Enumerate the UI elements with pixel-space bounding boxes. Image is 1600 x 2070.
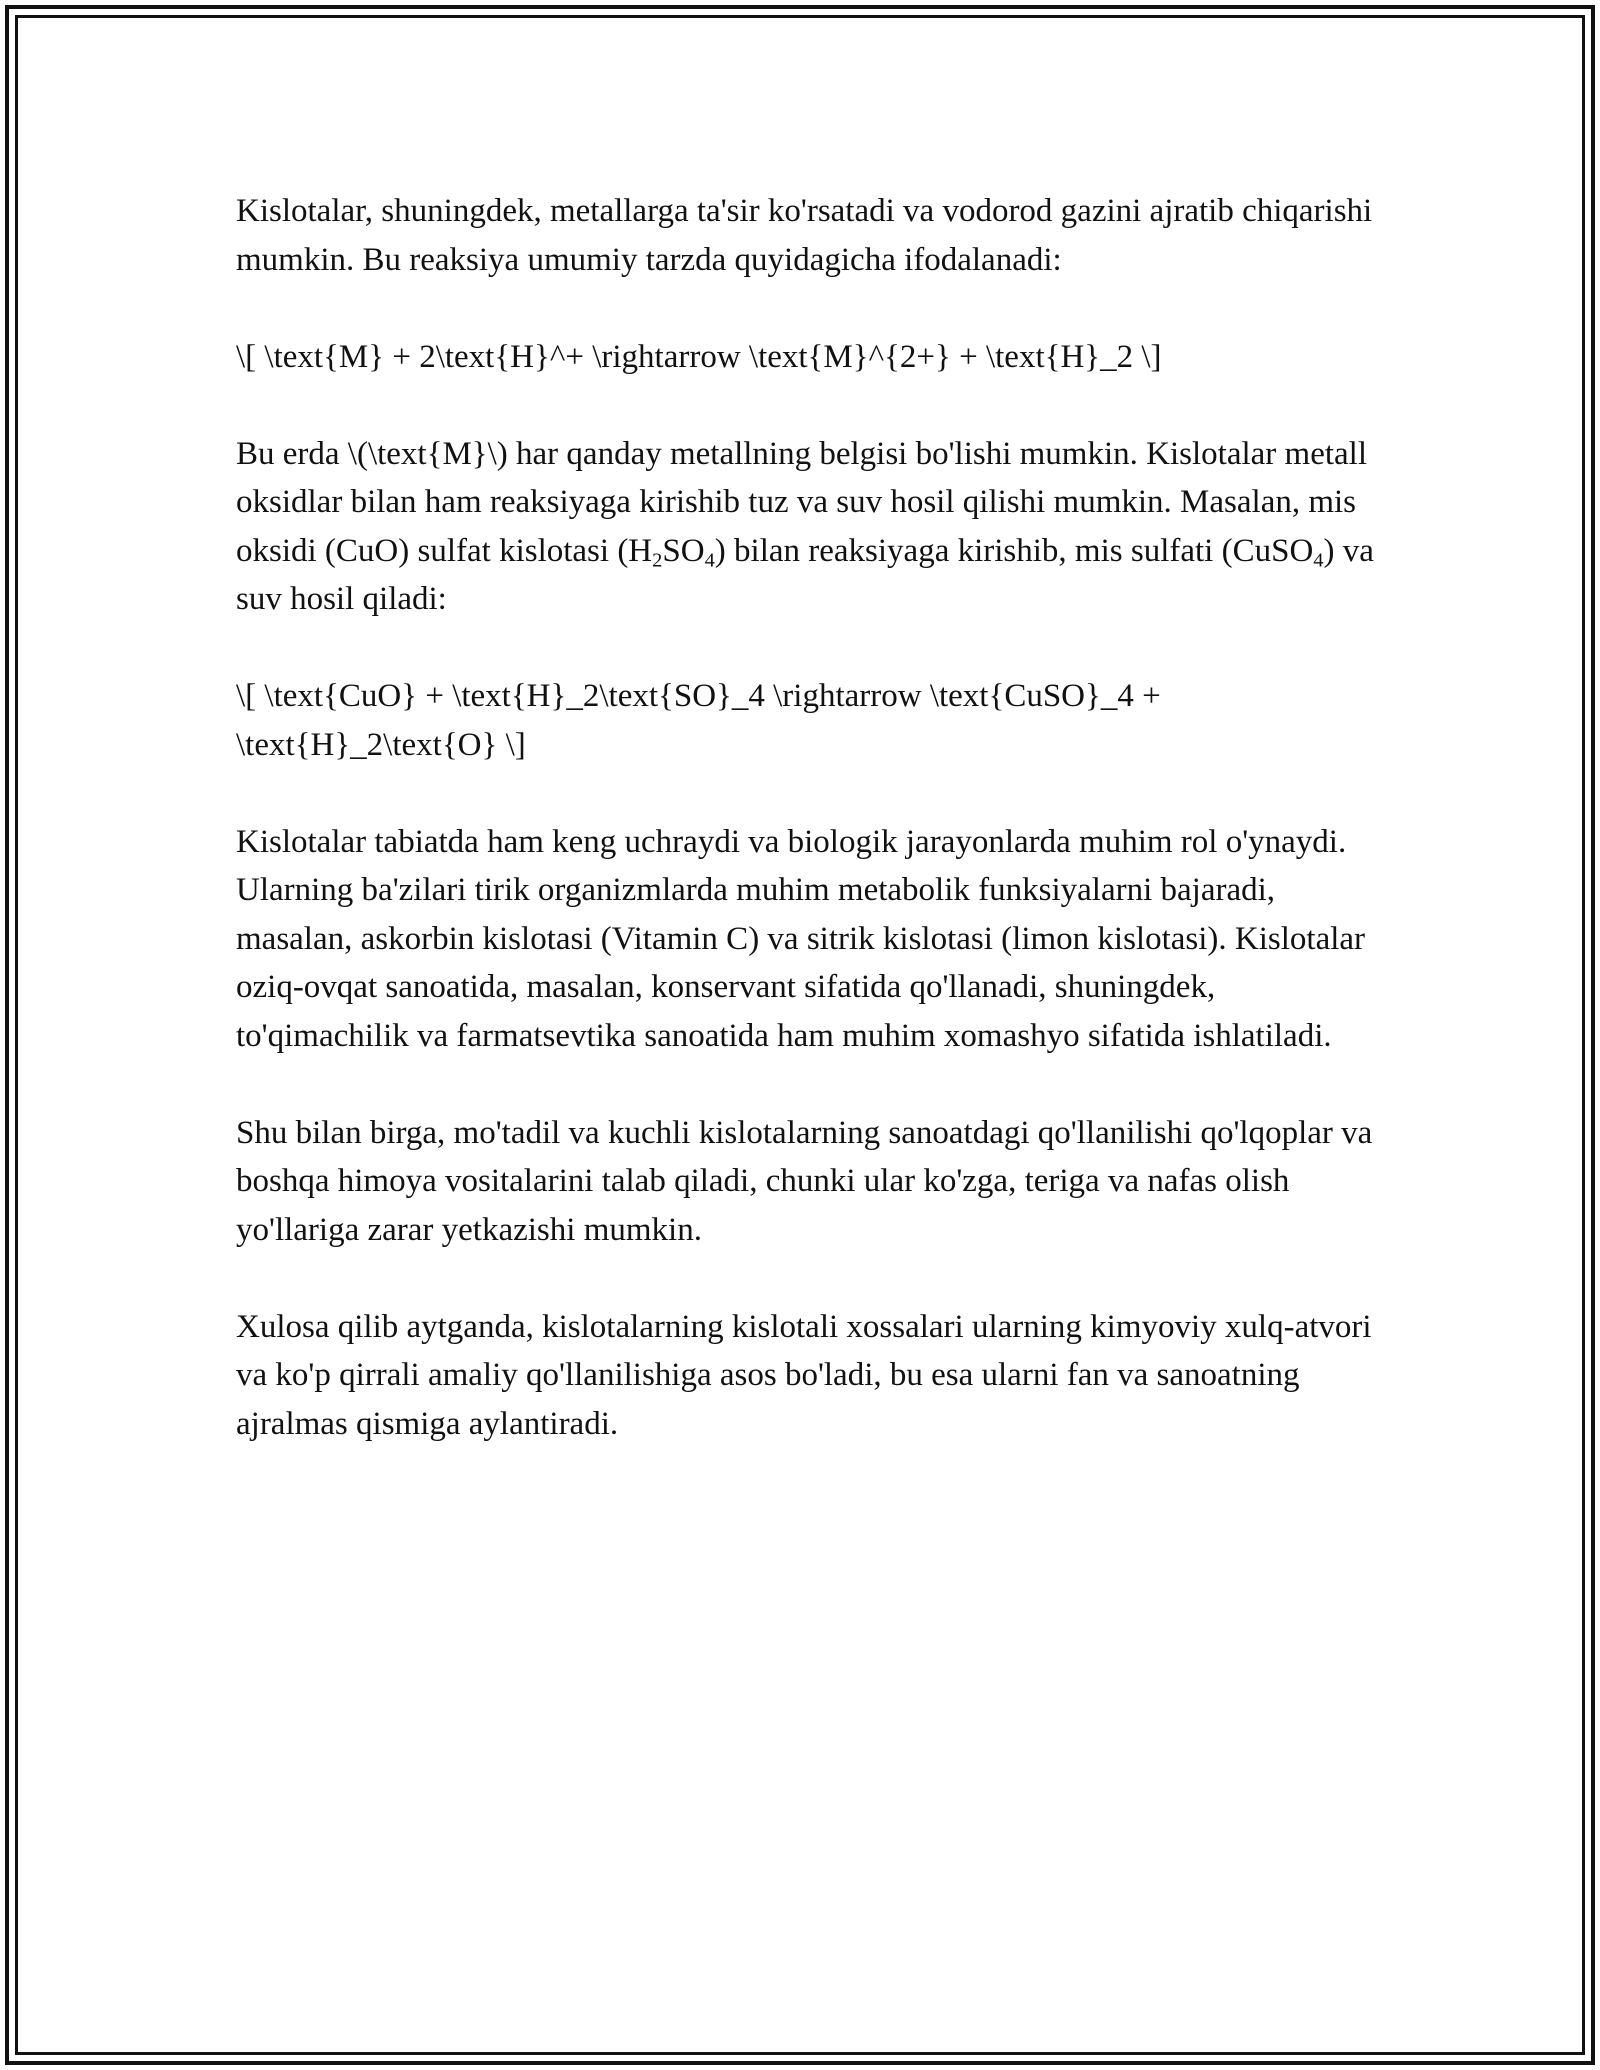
paragraph-conclusion: Xulosa qilib aytganda, kislotalarning kislotali xossalari ularning kimyoviy xulq-atvori va ko'p qirrali amaliy qo'llanilishiga asos bo'ladi, bu esa ularni fan va sanoatning ajralmas qismiga aylantiradi.	[236, 1308, 1372, 1442]
paragraph-text: ) bilan reaksiyaga kirishib, mis sulfati (CuSO	[714, 532, 1314, 569]
paragraph-metals-reaction: Kislotalar, shuningdek, metallarga ta'sir ko'rsatadi va vodorod gazini ajratib chiqarishi mumkin. Bu reaksiya umumiy tarzda quyidagicha ifodalanadi:	[236, 193, 1373, 278]
paragraph-metal-oxides	[236, 430, 1376, 624]
paragraph-text: Bu erda \(\text{M}\) har qanday metallning belgisi bo'lishi mumkin. Kislotalar metall oksidlar bilan ham reaksiyaga kirishib tuz va suv hosil qilishi mumkin. Masalan, mis oksidi (CuO) sulfat kislotasi (H	[236, 435, 1367, 569]
subscript: 2	[652, 549, 663, 572]
document-body	[236, 187, 1376, 1497]
paragraph-safety: Shu bilan birga, mo'tadil va kuchli kislotalarning sanoatdagi qo'llanilishi qo'lqoplar va boshqa himoya vositalarini talab qiladi, chunki ular ko'zga, teriga va nafas olish yo'llariga zarar yetkazishi mumkin.	[236, 1114, 1373, 1248]
subscript: 4	[1313, 549, 1324, 572]
paragraph-text: SO	[662, 532, 705, 569]
paragraph-nature-uses: Kislotalar tabiatda ham keng uchraydi va biologik jarayonlarda muhim rol o'ynaydi. Ularning ba'zilari tirik organizmlarda muhim metabolik funksiyalarni bajaradi, masalan, askorbin kislotasi (Vitamin C) va sitrik kislotasi (limon kislotasi). Kislotalar oziq-ovqat sanoatida, masalan, konservant sifatida qo'llanadi, shuningdek, to'qimachilik va farmatsevtika sanoatida ham muhim xomashyo sifatida ishlatiladi.	[236, 823, 1366, 1054]
subscript: 4	[704, 549, 715, 572]
paragraph-text: ) va suv hosil qiladi:	[236, 532, 1374, 617]
equation-copper-oxide: \[ \text{CuO} + \text{H}_2\text{SO}_4 \rightarrow \text{CuSO}_4 + \text{H}_2\text{O} \]	[236, 678, 1161, 763]
equation-metal-acid: \[ \text{M} + 2\text{H}^+ \rightarrow \text{M}^{2+} + \text{H}_2 \]	[236, 338, 1162, 375]
